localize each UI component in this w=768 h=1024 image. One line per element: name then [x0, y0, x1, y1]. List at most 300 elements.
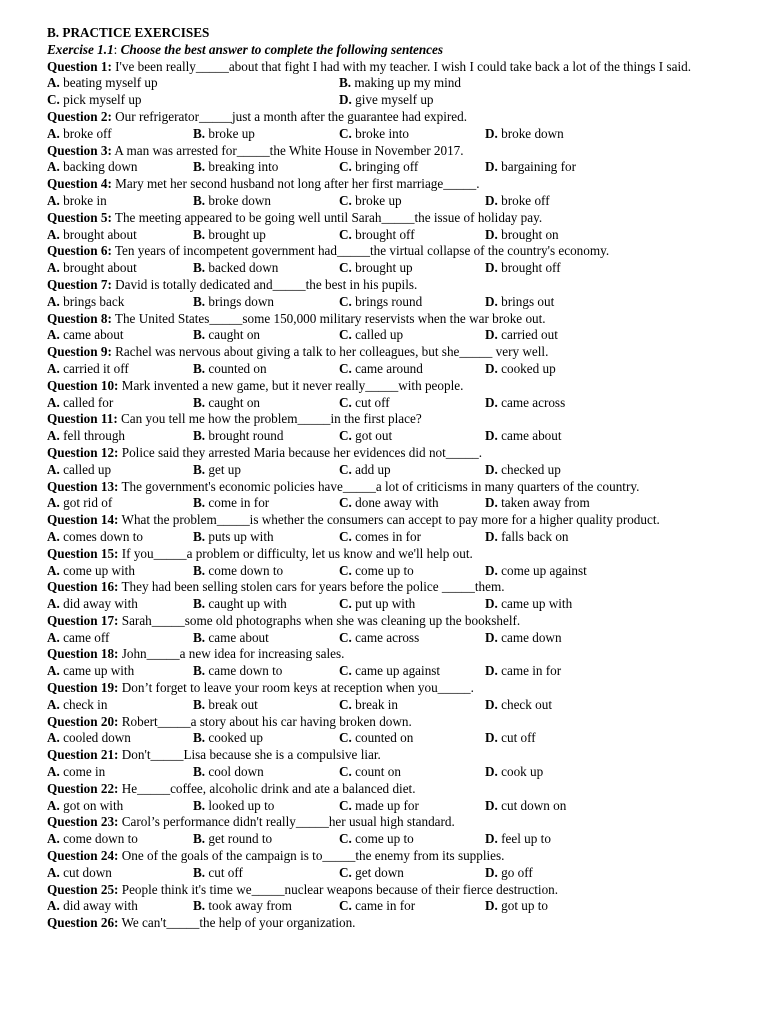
option-letter: C.	[339, 831, 352, 847]
answer-options	[47, 563, 728, 580]
answer-option	[193, 227, 266, 244]
answer-option	[47, 865, 112, 882]
answer-options	[47, 126, 728, 143]
question-text: Don't_____Lisa because she is a compulsive liar.	[118, 747, 381, 763]
option-letter: A.	[47, 797, 60, 813]
answer-option	[485, 563, 587, 580]
option-letter: C.	[339, 260, 352, 276]
answer-option	[339, 260, 413, 277]
question-text: John_____a new idea for increasing sales.	[118, 646, 345, 662]
answer-option	[193, 361, 267, 378]
answer-option	[193, 630, 269, 647]
question-label: Question 20:	[47, 713, 119, 729]
answer-option	[47, 260, 137, 277]
option-letter: D.	[485, 125, 498, 141]
option-text: cut off	[208, 864, 243, 880]
option-letter: C.	[339, 663, 352, 679]
option-letter: A.	[47, 528, 60, 544]
answer-option	[339, 193, 402, 210]
answer-option	[47, 764, 105, 781]
option-letter: A.	[47, 293, 60, 309]
option-letter: A.	[47, 730, 60, 746]
option-letter: C.	[339, 125, 352, 141]
option-text: called up	[355, 327, 404, 343]
option-text: got on with	[63, 797, 124, 813]
answer-option	[485, 361, 556, 378]
option-letter: A.	[47, 663, 60, 679]
question-item	[47, 915, 728, 932]
option-letter: A.	[47, 360, 60, 376]
answer-option	[339, 563, 414, 580]
option-text: came in for	[501, 663, 562, 679]
option-text: called up	[63, 461, 112, 477]
option-text: caught on	[208, 327, 261, 343]
option-letter: D.	[485, 360, 498, 376]
option-letter: B.	[193, 293, 206, 309]
option-text: came about	[501, 428, 562, 444]
answer-option	[485, 462, 561, 479]
option-text: came up against	[355, 663, 441, 679]
option-text: comes down to	[63, 528, 143, 544]
option-letter: C.	[339, 360, 352, 376]
answer-option	[485, 596, 572, 613]
question-item	[47, 311, 728, 328]
question-item	[47, 714, 728, 731]
option-text: cut off	[355, 394, 390, 410]
answer-option	[339, 898, 415, 915]
question-text: David is totally dedicated and_____the best in his pupils.	[111, 276, 418, 292]
option-text: go off	[501, 864, 533, 880]
option-letter: A.	[47, 831, 60, 847]
option-letter: C.	[339, 696, 352, 712]
option-letter: A.	[47, 696, 60, 712]
answer-option	[47, 730, 131, 747]
answer-option	[193, 327, 260, 344]
question-item	[47, 445, 728, 462]
option-letter: B.	[193, 327, 206, 343]
answer-option	[485, 764, 543, 781]
question-text: Police said they arrested Maria because her evidences did not_____.	[118, 444, 483, 460]
answer-options	[47, 294, 728, 311]
option-letter: C.	[339, 629, 352, 645]
question-label: Question 13:	[47, 478, 119, 494]
option-letter: D.	[485, 831, 498, 847]
option-text: came up with	[63, 663, 135, 679]
option-text: making up my mind	[354, 75, 461, 91]
option-text: made up for	[355, 797, 419, 813]
option-text: counted on	[208, 360, 267, 376]
answer-options	[47, 730, 728, 747]
option-letter: D.	[485, 528, 498, 544]
answer-option	[193, 798, 274, 815]
answer-option	[47, 697, 107, 714]
answer-option	[485, 159, 576, 176]
option-text: brought round	[208, 428, 284, 444]
option-text: feel up to	[501, 831, 551, 847]
answer-option	[339, 395, 390, 412]
option-letter: D.	[485, 394, 498, 410]
answer-option	[339, 327, 403, 344]
option-letter: A.	[47, 327, 60, 343]
option-text: got rid of	[63, 495, 113, 511]
option-letter: B.	[193, 764, 206, 780]
option-text: came across	[501, 394, 566, 410]
question-label: Question 25:	[47, 881, 119, 897]
option-letter: C.	[339, 394, 352, 410]
option-text: put up with	[355, 596, 416, 612]
answer-options	[47, 227, 728, 244]
answer-option	[47, 663, 134, 680]
option-letter: A.	[47, 75, 60, 91]
option-text: came down	[501, 629, 562, 645]
option-text: falls back on	[501, 528, 569, 544]
question-label: Question 5:	[47, 209, 112, 225]
option-text: bringing off	[355, 159, 419, 175]
answer-option	[193, 563, 283, 580]
option-letter: D.	[485, 730, 498, 746]
option-text: took away from	[208, 898, 292, 914]
option-text: brought about	[63, 260, 137, 276]
question-item	[47, 411, 728, 428]
answer-option	[485, 395, 565, 412]
question-label: Question 8:	[47, 310, 112, 326]
option-letter: D.	[485, 898, 498, 914]
question-item	[47, 479, 728, 496]
question-text: Our refrigerator_____just a month after the guarantee had expired.	[111, 108, 468, 124]
question-text: Rachel was nervous about giving a talk to her colleagues, but she_____ very well.	[111, 344, 549, 360]
answer-option	[193, 260, 278, 277]
answer-option	[193, 529, 274, 546]
option-letter: C.	[339, 159, 352, 175]
question-list	[47, 59, 728, 932]
option-letter: B.	[193, 898, 206, 914]
question-label: Question 4:	[47, 176, 112, 192]
question-label: Question 1:	[47, 58, 112, 74]
option-text: did away with	[63, 596, 138, 612]
question-text: The United States_____some 150,000 military reservists when the war broke out.	[111, 310, 546, 326]
answer-option	[193, 865, 243, 882]
answer-option	[193, 395, 260, 412]
option-text: comes in for	[355, 528, 422, 544]
option-text: came around	[355, 360, 423, 376]
question-label: Question 10:	[47, 377, 119, 393]
answer-options	[47, 495, 728, 512]
option-text: count on	[355, 764, 401, 780]
option-text: brought off	[501, 260, 561, 276]
question-item	[47, 59, 728, 76]
answer-option	[485, 428, 562, 445]
question-text: Can you tell me how the problem_____in the first place?	[117, 411, 422, 427]
answer-options	[47, 462, 728, 479]
option-text: called for	[63, 394, 114, 410]
option-text: did away with	[63, 898, 138, 914]
answer-option	[47, 831, 138, 848]
answer-option	[193, 495, 269, 512]
answer-options	[47, 395, 728, 412]
option-text: checked up	[501, 461, 561, 477]
question-text: Mark invented a new game, but it never really_____with people.	[118, 377, 464, 393]
option-letter: C.	[339, 797, 352, 813]
option-letter: B.	[193, 797, 206, 813]
option-letter: B.	[193, 192, 206, 208]
option-text: caught up with	[208, 596, 287, 612]
option-letter: D.	[485, 797, 498, 813]
answer-option	[485, 260, 561, 277]
option-text: brings down	[208, 293, 274, 309]
question-text: Don’t forget to leave your room keys at reception when you_____.	[118, 680, 474, 696]
answer-options	[47, 764, 728, 781]
answer-option	[47, 294, 124, 311]
answer-option	[47, 126, 112, 143]
option-text: come up to	[355, 562, 414, 578]
option-text: break in	[355, 696, 398, 712]
option-letter: B.	[193, 260, 206, 276]
question-text: One of the goals of the campaign is to_____the enemy from its supplies.	[118, 848, 505, 864]
option-text: check out	[501, 696, 553, 712]
question-item	[47, 512, 728, 529]
option-text: beating myself up	[63, 75, 158, 91]
answer-options	[47, 865, 728, 882]
option-letter: B.	[339, 75, 352, 91]
answer-option	[485, 327, 558, 344]
answer-option	[485, 227, 559, 244]
option-letter: A.	[47, 596, 60, 612]
option-letter: A.	[47, 428, 60, 444]
option-text: broke into	[355, 125, 409, 141]
option-text: cool down	[208, 764, 264, 780]
option-letter: A.	[47, 629, 60, 645]
answer-option	[339, 361, 423, 378]
answer-options	[47, 663, 728, 680]
option-text: come down to	[63, 831, 138, 847]
question-text: Ten years of incompetent government had_____the virtual collapse of the country's economy.	[111, 243, 610, 259]
question-text: If you_____a problem or difficulty, let us know and we'll help out.	[118, 545, 473, 561]
option-letter: D.	[485, 327, 498, 343]
question-label: Question 12:	[47, 444, 119, 460]
option-letter: D.	[485, 192, 498, 208]
question-label: Question 14:	[47, 512, 119, 528]
answer-option	[47, 798, 123, 815]
option-text: come up with	[63, 562, 135, 578]
question-item	[47, 344, 728, 361]
question-label: Question 18:	[47, 646, 119, 662]
answer-option	[339, 495, 439, 512]
answer-options	[47, 529, 728, 546]
option-text: broke down	[208, 192, 272, 208]
option-text: come down to	[208, 562, 284, 578]
option-text: came down to	[208, 663, 283, 679]
option-text: brought up	[355, 260, 413, 276]
option-text: came across	[355, 629, 420, 645]
option-letter: A.	[47, 864, 60, 880]
answer-option	[47, 92, 142, 109]
exercise-instruction	[47, 42, 728, 59]
option-text: broke down	[501, 125, 564, 141]
question-item	[47, 210, 728, 227]
option-letter: C.	[339, 226, 352, 242]
option-text: brought up	[208, 226, 266, 242]
question-label: Question 17:	[47, 612, 119, 628]
answer-option	[47, 361, 129, 378]
option-text: broke up	[208, 125, 255, 141]
option-letter: D.	[485, 495, 498, 511]
option-letter: B.	[193, 629, 206, 645]
option-letter: A.	[47, 562, 60, 578]
question-item	[47, 143, 728, 160]
question-item	[47, 781, 728, 798]
question-label: Question 21:	[47, 747, 119, 763]
option-text: cooled down	[63, 730, 131, 746]
option-letter: C.	[339, 764, 352, 780]
answer-option	[193, 159, 278, 176]
answer-option	[193, 697, 258, 714]
question-item	[47, 848, 728, 865]
answer-option	[485, 898, 548, 915]
answer-option	[193, 462, 241, 479]
answer-option	[339, 529, 421, 546]
option-text: brings out	[501, 293, 555, 309]
option-letter: B.	[193, 461, 206, 477]
answer-option	[485, 193, 550, 210]
option-text: bargaining for	[501, 159, 576, 175]
answer-option	[485, 630, 562, 647]
answer-options	[47, 596, 728, 613]
option-text: breaking into	[208, 159, 279, 175]
answer-option	[193, 831, 272, 848]
option-text: taken away from	[501, 495, 590, 511]
option-letter: A.	[47, 764, 60, 780]
answer-option	[485, 697, 552, 714]
answer-option	[339, 428, 392, 445]
option-letter: D.	[485, 428, 498, 444]
answer-option	[339, 92, 434, 109]
answer-option	[485, 495, 590, 512]
option-text: brought off	[355, 226, 415, 242]
question-label: Question 9:	[47, 344, 112, 360]
option-letter: D.	[485, 629, 498, 645]
answer-option	[193, 428, 283, 445]
question-label: Question 11:	[47, 411, 118, 427]
answer-option	[47, 563, 135, 580]
option-text: come up against	[501, 562, 587, 578]
option-letter: B.	[193, 226, 206, 242]
question-label: Question 7:	[47, 276, 112, 292]
option-letter: A.	[47, 192, 60, 208]
option-letter: B.	[193, 730, 206, 746]
question-text: What the problem_____is whether the consumers can accept to pay more for a higher quality product.	[118, 512, 660, 528]
option-letter: D.	[485, 764, 498, 780]
answer-options	[47, 428, 728, 445]
exercise-instruction-text: Choose the best answer to complete the following sentences	[120, 41, 444, 57]
question-label: Question 23:	[47, 814, 119, 830]
answer-option	[47, 75, 158, 92]
option-text: counted on	[355, 730, 414, 746]
option-letter: B.	[193, 528, 206, 544]
question-label: Question 22:	[47, 780, 119, 796]
question-item	[47, 243, 728, 260]
question-text: The meeting appeared to be going well until Sarah_____the issue of holiday pay.	[111, 209, 543, 225]
option-text: come up to	[355, 831, 414, 847]
option-letter: B.	[193, 831, 206, 847]
question-text: I've been really_____about that fight I had with my teacher. I wish I could take back a lot of the things I said.	[111, 58, 692, 74]
answer-options	[47, 361, 728, 378]
answer-option	[193, 730, 263, 747]
option-letter: D.	[485, 864, 498, 880]
answer-options	[47, 831, 728, 848]
answer-option	[339, 865, 404, 882]
answer-options	[47, 898, 728, 915]
option-letter: D.	[485, 663, 498, 679]
question-text: He_____coffee, alcoholic drink and ate a balanced diet.	[118, 780, 416, 796]
option-text: get round to	[208, 831, 273, 847]
question-item	[47, 646, 728, 663]
answer-option	[47, 596, 138, 613]
answer-options	[47, 630, 728, 647]
option-text: broke off	[63, 125, 112, 141]
answer-options	[47, 193, 728, 210]
option-text: brings back	[63, 293, 125, 309]
option-text: puts up with	[208, 528, 274, 544]
answer-option	[485, 294, 554, 311]
answer-option	[339, 798, 419, 815]
answer-option	[193, 126, 255, 143]
option-letter: C.	[339, 428, 352, 444]
option-letter: D.	[339, 92, 352, 108]
answer-option	[47, 898, 138, 915]
question-item	[47, 579, 728, 596]
answer-option	[47, 428, 125, 445]
answer-option	[485, 798, 566, 815]
exercise-label: Exercise 1.1	[47, 41, 114, 57]
question-item	[47, 378, 728, 395]
option-text: came about	[208, 629, 269, 645]
option-letter: A.	[47, 461, 60, 477]
option-letter: C.	[339, 864, 352, 880]
exercise-separator: :	[113, 41, 121, 57]
answer-option	[193, 764, 264, 781]
question-item	[47, 546, 728, 563]
answer-option	[339, 159, 418, 176]
option-letter: B.	[193, 696, 206, 712]
option-letter: B.	[193, 495, 206, 511]
answer-option	[47, 495, 112, 512]
question-text: The government's economic policies have_____a lot of criticisms in many quarters of the country.	[118, 478, 640, 494]
option-letter: A.	[47, 125, 60, 141]
option-text: broke off	[501, 192, 550, 208]
question-label: Question 2:	[47, 108, 112, 124]
option-text: come in	[63, 764, 106, 780]
answer-option	[339, 227, 415, 244]
answer-option	[193, 294, 274, 311]
option-letter: C.	[339, 562, 352, 578]
answer-option	[47, 630, 109, 647]
option-text: done away with	[355, 495, 439, 511]
answer-option	[339, 831, 414, 848]
option-letter: D.	[485, 159, 498, 175]
option-text: came in for	[355, 898, 416, 914]
option-letter: C.	[339, 192, 352, 208]
option-text: caught on	[208, 394, 261, 410]
option-text: cooked up	[501, 360, 556, 376]
option-text: brought on	[501, 226, 559, 242]
option-letter: D.	[485, 562, 498, 578]
option-text: came about	[63, 327, 124, 343]
option-text: got up to	[501, 898, 549, 914]
option-text: pick myself up	[63, 92, 142, 108]
option-text: check in	[63, 696, 108, 712]
section-heading: B. PRACTICE EXERCISES	[47, 25, 210, 40]
question-item	[47, 176, 728, 193]
